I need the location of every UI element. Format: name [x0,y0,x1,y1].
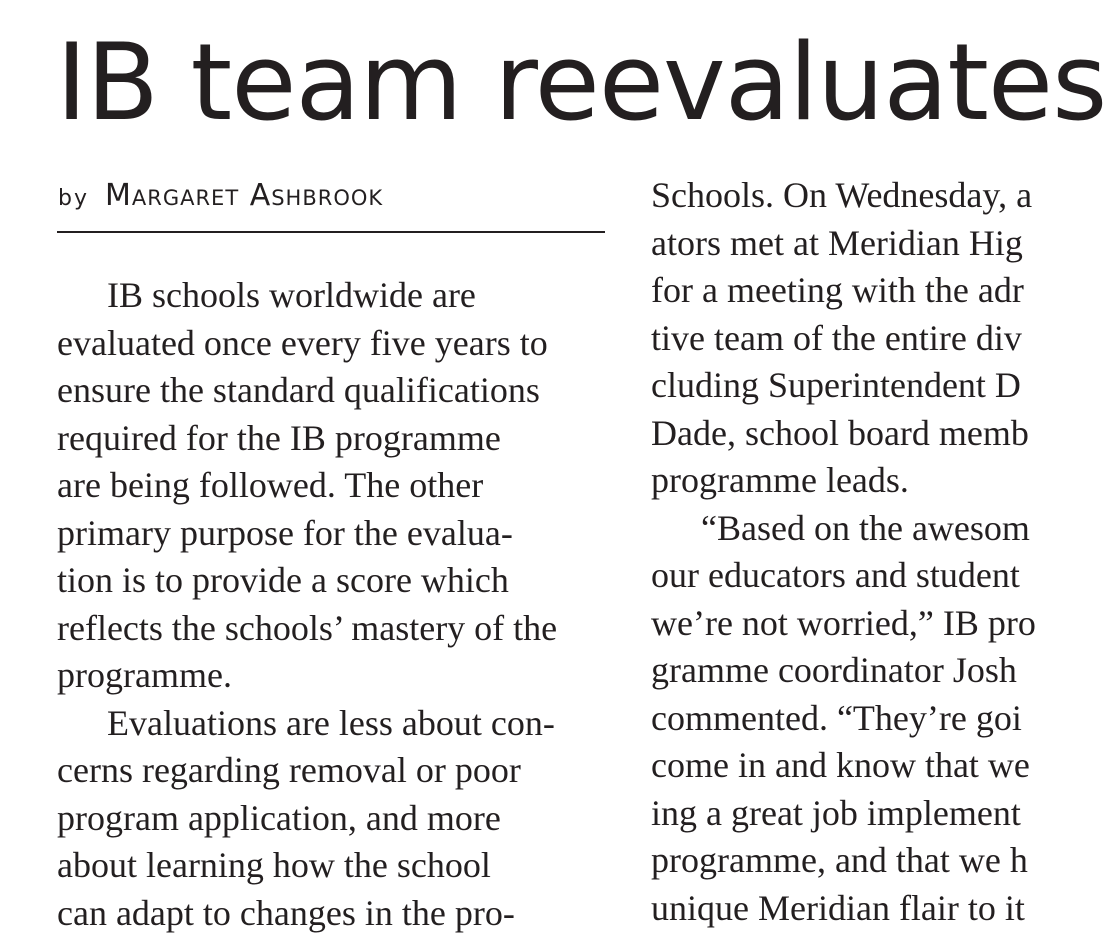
text-line: IB schools worldwide are [57,272,617,320]
text-line: ators met at Meridian Hig [651,220,1071,268]
text-line: commented. “They’re goi [651,695,1071,743]
article-column-left [57,272,617,937]
byline-prefix: by [58,186,89,211]
text-line: primary purpose for the evalua- [57,510,617,558]
text-line: programme. [57,652,617,700]
text-line: unique Meridian flair to it [651,885,1071,933]
text-line: Evaluations are less about con- [57,700,617,748]
text-line: evaluated once every five years to [57,320,617,368]
byline [58,178,606,220]
text-line: gramme coordinator Josh [651,647,1071,695]
text-line: for a meeting with the adr [651,267,1071,315]
text-line: reflects the schools’ mastery of the [57,605,617,653]
byline-rule [57,231,605,233]
text-line: tive team of the entire div [651,315,1071,363]
text-line: required for the IB programme [57,415,617,463]
article-column-right [651,172,1071,932]
text-line: tion is to provide a score which [57,557,617,605]
text-line: about learning how the school [57,842,617,890]
article-headline: IB team reevaluates [56,18,1106,148]
text-line: are being followed. The other [57,462,617,510]
byline-author: Margaret Ashbrook [105,178,383,213]
text-line: programme leads. [651,457,1071,505]
text-line: can adapt to changes in the pro- [57,890,617,937]
text-line: cerns regarding removal or poor [57,747,617,795]
text-line: “Based on the awesom [651,505,1071,553]
text-line: we’re not worried,” IB pro [651,600,1071,648]
text-line: programme, and that we h [651,837,1071,885]
text-line: ing a great job implement [651,790,1071,838]
text-line: Dade, school board memb [651,410,1071,458]
text-line: come in and know that we [651,742,1071,790]
text-line: Schools. On Wednesday, a [651,172,1071,220]
text-line: program application, and more [57,795,617,843]
text-line: our educators and student [651,552,1071,600]
text-line: cluding Superintendent D [651,362,1071,410]
text-line: ensure the standard qualifications [57,367,617,415]
